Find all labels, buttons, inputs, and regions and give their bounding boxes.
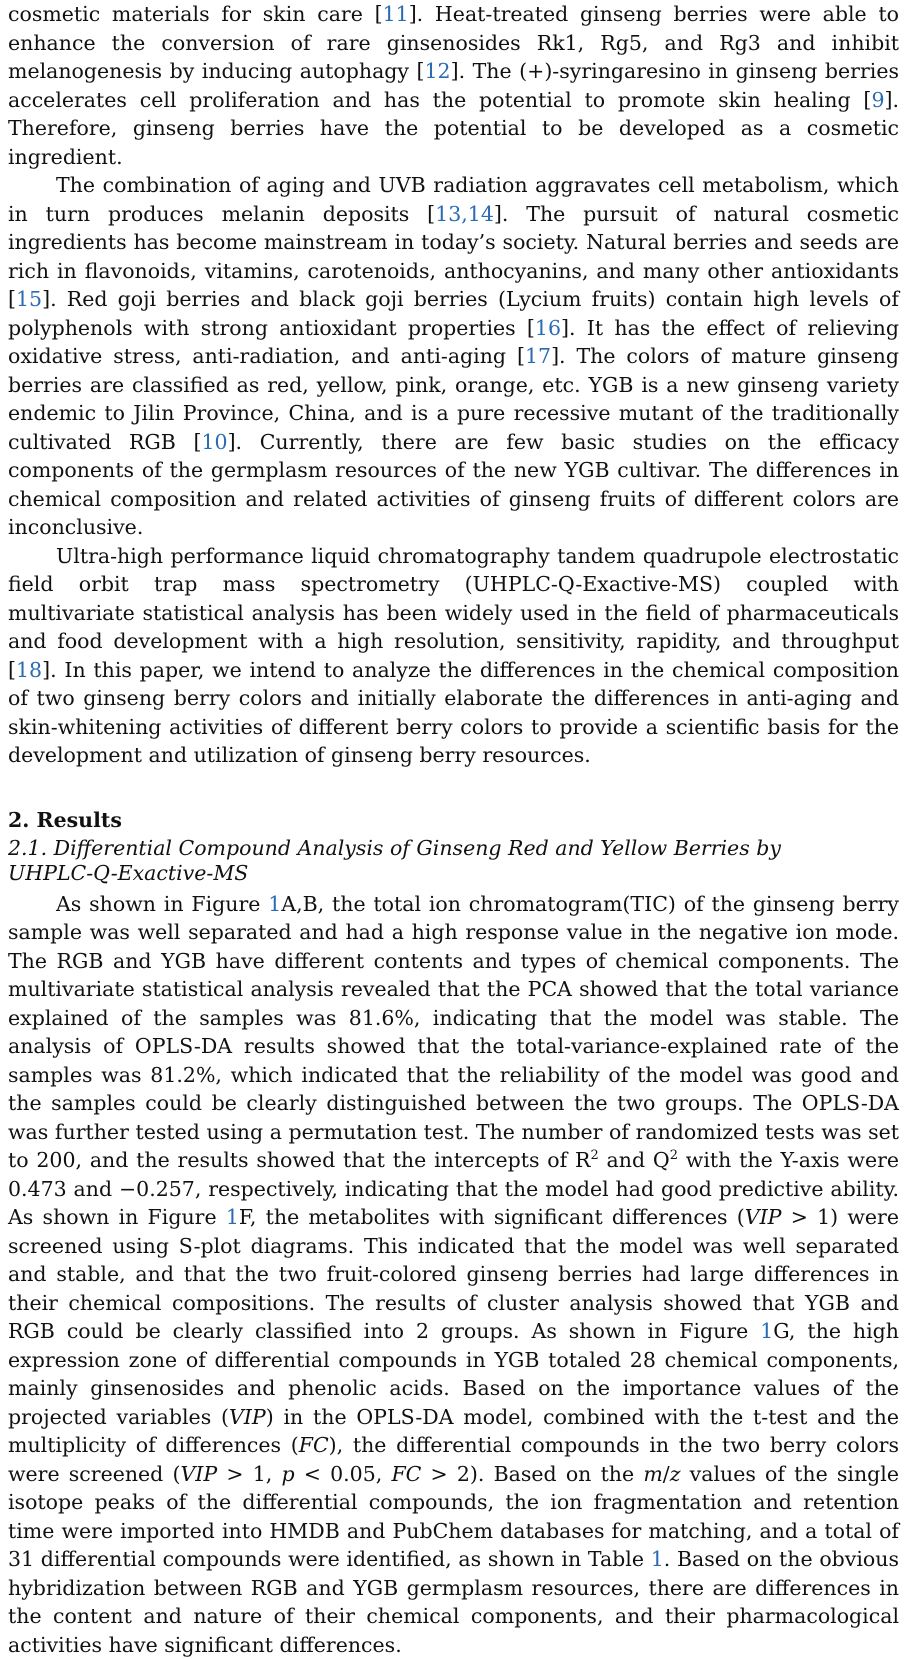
text: cosmetic materials for skin care [ [8,2,383,26]
text: F, the metabolites with significant differences ( [239,1205,745,1229]
italic-term: m [643,1462,662,1486]
text: with the Y-axis were 0.473 and −0.257, respectively, indicating that the model had good predictive ability. As shown in Figure [8,1148,899,1229]
subsection-heading-line: UHPLC-Q-Exactive-MS [8,861,899,886]
citation-link[interactable]: 10 [201,430,227,454]
text: . Based on the obvious hybridization between RGB and YGB germplasm resources, there are differences in the content and nature of their chemical components, and their pharmacological activities have significant differences. [8,1547,899,1657]
subsection-heading-line: 2.1. Differential Compound Analysis of Ginseng Red and Yellow Berries by [8,836,899,861]
table-link[interactable]: 1 [651,1547,664,1571]
citation-link[interactable]: 15 [16,287,42,311]
text: As shown in Figure [56,892,268,916]
figure-link[interactable]: 1 [226,1205,239,1229]
text: ) in the OPLS-DA model, combined with the t-test and the multiplicity of differences ( [8,1405,899,1458]
text: > 1, [217,1462,281,1486]
italic-term: VIP [180,1462,217,1486]
citation-link[interactable]: 17 [525,344,551,368]
citation-link[interactable]: 12 [425,59,451,83]
citation-link[interactable]: 16 [535,316,561,340]
citation-link[interactable]: 11 [383,2,409,26]
text: The combination of aging and UVB radiation aggravates cell metabolism, which in turn produces melanin deposits [ [8,173,899,226]
superscript: 2 [590,1148,598,1163]
text: ), the differential compounds in the two berry colors were screened ( [8,1433,899,1486]
citation-link[interactable]: 9 [871,88,884,112]
paragraph-results [8,890,899,1659]
text: < 0.05, [295,1462,392,1486]
paragraph-uhplc-method [8,542,899,770]
text: ]. The colors of mature ginseng berries are classified as red, yellow, pink, orange, etc. YGB is a new ginseng variety endemic to Jilin Province, China, and is a pure recessive mutant of the traditionally cultivated RGB [ [8,344,899,454]
text: A,B, the total ion chromatogram(TIC) of the ginseng berry sample was well separated and had a high response value in the negative ion mode. The RGB and YGB have different contents and types of chemical components. The multivariate statistical analysis revealed that the PCA showed that the total variance explained of the samples was 81.6%, indicating that the model was stable. The analysis of OPLS-DA results showed that the total-variance-explained rate of the samples was 81.2%, which indicated that the reliability of the model was good and the samples could be clearly distinguished between the two groups. The OPLS-DA was further tested using a permutation test. The number of randomized tests was set to 200, and the results showed that the intercepts of R [8,892,899,1173]
subsection-heading [8,836,899,886]
text: G, the high expression zone of differential compounds in YGB totaled 28 chemical components, mainly ginsenosides and phenolic acids. Based on the importance values of the projected variables ( [8,1319,899,1429]
italic-term: VIP [229,1405,266,1429]
paragraph-aging-uvb [8,171,899,542]
text: ]. In this paper, we intend to analyze the differences in the chemical composition of two ginseng berry colors and initially elaborate the differences in anti-aging and skin-whitening activities of different berry colors to provide a scientific basis for the development and utilization of ginseng berry resources. [8,658,899,768]
citation-link[interactable]: 13,14 [435,202,494,226]
text: ]. Therefore, ginseng berries have the potential to be developed as a cosmetic ingredient. [8,88,899,169]
italic-term: FC [391,1462,421,1486]
text: Ultra-high performance liquid chromatography tandem quadrupole electrostatic field orbit trap mass spectrometry (UHPLC-Q-Exactive-MS) coupled with multivariate statistical analysis has been widely used in the field of pharmaceuticals and food development with a high resolution, sensitivity, rapidity, and throughput [ [8,544,899,682]
text: values of the single isotope peaks of the differential compounds, the ion fragmentation and retention time were imported into HMDB and PubChem databases for matching, and a total of 31 differential compounds were identified, as shown in Table [8,1462,899,1572]
text: ]. Currently, there are few basic studies on the efficacy components of the germplasm resources of the new YGB cultivar. The differences in chemical composition and related activities of ginseng fruits of different colors are inconclusive. [8,430,899,540]
figure-link[interactable]: 1 [760,1319,773,1343]
superscript: 2 [670,1148,678,1163]
text: and Q [599,1148,670,1172]
italic-term: VIP [745,1205,782,1229]
section-heading: 2. Results [8,806,899,834]
italic-term: FC [299,1433,329,1457]
text: ]. It has the effect of relieving oxidative stress, anti-radiation, and anti-aging [ [8,316,899,369]
text: ]. The pursuit of natural cosmetic ingredients has become mainstream in today’s society. Natural berries and seeds are rich in flavonoids, vitamins, carotenoids, anthocyanins, and many other antioxidants [ [8,202,899,312]
text: ]. The (+)-syringaresino in ginseng berries accelerates cell proliferation and has the potential to promote skin healing [ [8,59,899,112]
text: / [663,1462,670,1486]
italic-term: z [670,1462,681,1486]
text: ]. Red goji berries and black goji berries (Lycium fruits) contain high levels of polyphenols with strong antioxidant properties [ [8,287,899,340]
text: ]. Heat-treated ginseng berries were able to enhance the conversion of rare ginsenosides Rk1, Rg5, and Rg3 and inhibit melanogenesis by inducing autophagy [ [8,2,899,83]
citation-link[interactable]: 18 [16,658,42,682]
figure-link[interactable]: 1 [268,892,281,916]
italic-term: p [281,1462,294,1486]
text: > 2). Based on the [421,1462,643,1486]
paragraph-cosmetic-materials [8,0,899,171]
text: > 1) were screened using S-plot diagrams. This indicated that the model was well separated and stable, and that the two fruit-colored ginseng berries had large differences in their chemical compositions. The results of cluster analysis showed that YGB and RGB could be clearly classified into 2 groups. As shown in Figure [8,1205,899,1343]
